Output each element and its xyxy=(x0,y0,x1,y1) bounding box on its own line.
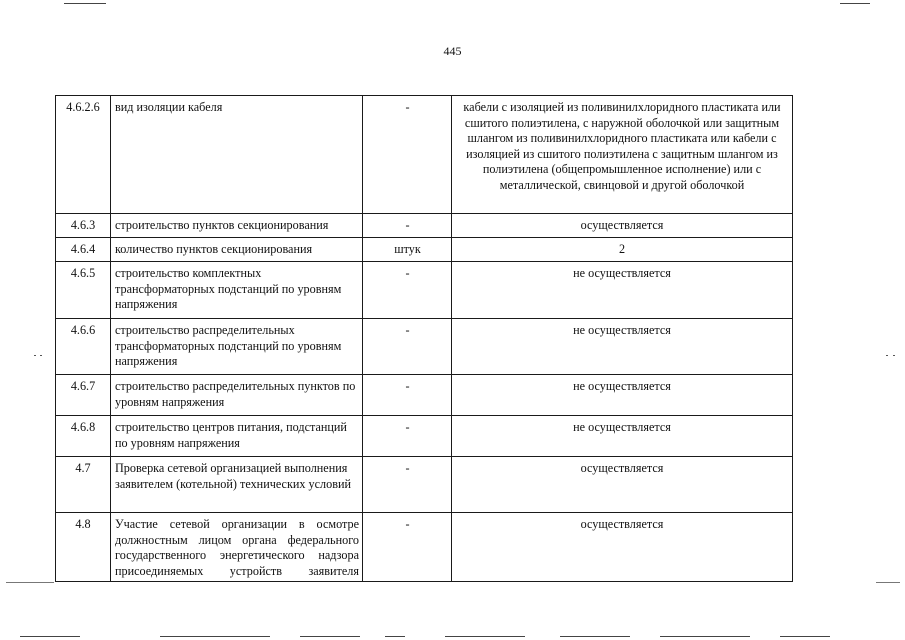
scan-artifact-bottom-edge-5 xyxy=(445,636,525,637)
scan-artifact-bottom-right xyxy=(876,582,900,583)
table-row xyxy=(56,262,793,319)
scan-artifact-bottom-left xyxy=(6,582,54,583)
scan-artifact-bottom-edge-8 xyxy=(780,636,830,637)
row-parameter: строительство центров питания, подстанций по уровням напряжения xyxy=(111,416,363,457)
row-unit: - xyxy=(363,513,452,582)
scan-artifact-bottom-edge-1 xyxy=(20,636,80,637)
scan-artifact-bottom-edge-4 xyxy=(385,636,405,637)
row-number: 4.6.6 xyxy=(56,319,111,375)
table-row xyxy=(56,416,793,457)
table-row xyxy=(56,513,793,582)
scan-artifact-bottom-edge-3 xyxy=(300,636,360,637)
row-unit: - xyxy=(363,416,452,457)
scan-artifact-bottom-edge-6 xyxy=(560,636,630,637)
row-value: не осуществляется xyxy=(452,319,793,375)
scan-artifact-left-mid xyxy=(34,355,36,356)
row-unit: - xyxy=(363,375,452,416)
row-parameter: строительство пунктов секционирования xyxy=(111,214,363,238)
scan-artifact-top-left xyxy=(64,3,106,4)
table-row xyxy=(56,319,793,375)
row-value: не осуществляется xyxy=(452,375,793,416)
scan-artifact-bottom-edge-7 xyxy=(660,636,750,637)
row-number: 4.6.4 xyxy=(56,238,111,262)
row-number: 4.6.5 xyxy=(56,262,111,319)
row-parameter: строительство распределительных пунктов по уровням напряжения xyxy=(111,375,363,416)
row-parameter: строительство комплектных трансформаторных подстанций по уровням напряжения xyxy=(111,262,363,319)
row-number: 4.7 xyxy=(56,457,111,513)
technical-conditions-table xyxy=(55,95,793,582)
row-parameter: Проверка сетевой организацией выполнения заявителем (котельной) технических условий xyxy=(111,457,363,513)
row-value: не осуществляется xyxy=(452,416,793,457)
table-row xyxy=(56,375,793,416)
table-row xyxy=(56,457,793,513)
row-parameter: Участие сетевой организации в осмотре должностным лицом органа федерального государственного энергетического надзора присоединяемых устройств заявителя xyxy=(111,513,363,582)
row-unit: - xyxy=(363,262,452,319)
row-number: 4.6.7 xyxy=(56,375,111,416)
table-row xyxy=(56,96,793,214)
row-value: осуществляется xyxy=(452,513,793,582)
row-value: 2 xyxy=(452,238,793,262)
page-number: 445 xyxy=(443,44,462,58)
table-row xyxy=(56,238,793,262)
row-parameter: строительство распределительных трансформаторных подстанций по уровням напряжения xyxy=(111,319,363,375)
scan-artifact-bottom-edge-2 xyxy=(160,636,270,637)
scan-artifact-top-right xyxy=(840,3,870,4)
scan-artifact-right-mid xyxy=(886,355,888,356)
row-unit: - xyxy=(363,319,452,375)
row-unit: - xyxy=(363,214,452,238)
row-value: не осуществляется xyxy=(452,262,793,319)
row-unit: штук xyxy=(363,238,452,262)
row-value: кабели с изоляцией из поливинилхлоридного пластиката или сшитого полиэтилена, с наружной оболочкой или защитным шлангом из поливинилхлоридного пластиката или кабели с изоляцией из сшитого полиэтилена с защитным шлангом из полиэтилена (общепромышленное исполнение) или с металлической, свинцовой и другой оболочкой xyxy=(452,96,793,214)
row-number: 4.6.3 xyxy=(56,214,111,238)
row-number: 4.6.8 xyxy=(56,416,111,457)
row-unit: - xyxy=(363,457,452,513)
table-row xyxy=(56,214,793,238)
row-number: 4.6.2.6 xyxy=(56,96,111,214)
row-parameter: количество пунктов секционирования xyxy=(111,238,363,262)
row-parameter: вид изоляции кабеля xyxy=(111,96,363,214)
row-value: осуществляется xyxy=(452,214,793,238)
row-value: осуществляется xyxy=(452,457,793,513)
scan-artifact-right-mid-2 xyxy=(893,355,895,356)
row-number: 4.8 xyxy=(56,513,111,582)
row-unit: - xyxy=(363,96,452,214)
scan-artifact-left-mid-2 xyxy=(40,355,42,356)
